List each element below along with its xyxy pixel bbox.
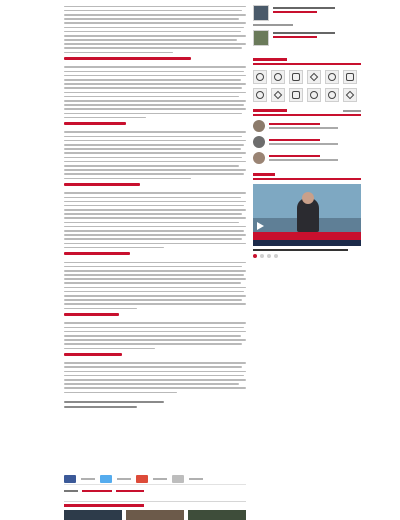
avatar — [253, 152, 265, 164]
author-headline — [269, 143, 338, 145]
pagination-dot[interactable] — [267, 254, 271, 258]
twitter-icon[interactable] — [100, 475, 112, 483]
zodiac-sign-icon[interactable] — [343, 70, 357, 84]
zodiac-sign-icon[interactable] — [271, 70, 285, 84]
section-heading — [64, 183, 140, 186]
zodiac-sign-icon[interactable] — [325, 70, 339, 84]
related-articles — [64, 510, 246, 520]
related-article-thumbnail[interactable] — [64, 510, 122, 520]
zodiac-sign-icon[interactable] — [271, 88, 285, 102]
video-player[interactable] — [253, 184, 361, 246]
avatar — [253, 136, 265, 148]
zodiac-sign-icon[interactable] — [343, 88, 357, 102]
related-article-thumbnail[interactable] — [126, 510, 184, 520]
article-section — [64, 353, 246, 393]
author-name — [269, 155, 320, 157]
facebook-share-label — [81, 478, 95, 480]
astrology-header — [253, 57, 361, 65]
authors-title — [253, 109, 287, 112]
article-section — [64, 252, 246, 309]
zodiac-sign-icon[interactable] — [307, 70, 321, 84]
astrology-widget — [253, 57, 361, 102]
author-item[interactable] — [253, 120, 361, 132]
all-authors-link[interactable] — [343, 110, 361, 112]
news-title — [273, 7, 335, 9]
article-section — [64, 57, 246, 118]
facebook-icon[interactable] — [64, 475, 76, 483]
section-heading — [64, 57, 191, 60]
sidebar-news-list — [253, 2, 361, 46]
astrology-title — [253, 58, 287, 61]
news-date — [273, 11, 317, 13]
zodiac-grid — [253, 70, 361, 102]
zodiac-sign-icon[interactable] — [289, 88, 303, 102]
webtv-header — [253, 172, 361, 180]
webtv-title — [253, 173, 275, 176]
section-heading — [64, 252, 130, 255]
author-headline — [269, 159, 338, 161]
author-item[interactable] — [253, 136, 361, 148]
play-icon[interactable] — [257, 222, 264, 230]
author-name — [269, 123, 320, 125]
avatar — [253, 120, 265, 132]
article-section — [64, 313, 246, 349]
pagination-dot[interactable] — [253, 254, 257, 258]
article-paragraph — [64, 3, 246, 53]
zodiac-sign-icon[interactable] — [253, 70, 267, 84]
share-bar — [64, 473, 246, 485]
zodiac-sign-icon[interactable] — [307, 88, 321, 102]
zodiac-sign-icon[interactable] — [289, 70, 303, 84]
author-item[interactable] — [253, 152, 361, 164]
video-pagination — [253, 254, 361, 258]
webtv-widget — [253, 172, 361, 258]
author-credit — [64, 401, 246, 408]
article-section — [64, 122, 246, 179]
author-headline — [269, 127, 338, 129]
sidebar-news-item[interactable] — [253, 30, 361, 46]
pagination-dot[interactable] — [274, 254, 278, 258]
article-body — [64, 0, 246, 520]
sidebar — [253, 0, 361, 520]
section-heading — [64, 313, 119, 316]
video-caption[interactable] — [253, 249, 348, 251]
news-title — [273, 32, 335, 34]
related-article-thumbnail[interactable] — [188, 510, 246, 520]
pagination-dot[interactable] — [260, 254, 264, 258]
tag-link[interactable] — [82, 490, 112, 492]
section-heading — [64, 353, 122, 356]
zodiac-sign-icon[interactable] — [253, 88, 267, 102]
twitter-share-label — [117, 478, 131, 480]
print-icon[interactable] — [172, 475, 184, 483]
author-name — [269, 139, 320, 141]
authors-header — [253, 108, 361, 116]
sidebar-news-item[interactable] — [253, 5, 361, 21]
print-label — [189, 478, 203, 480]
section-heading — [64, 122, 126, 125]
related-title — [64, 504, 144, 507]
tags-row — [64, 488, 246, 494]
tags-label — [64, 490, 78, 492]
tag-link[interactable] — [116, 490, 144, 492]
google-share-label — [153, 478, 167, 480]
news-thumbnail — [253, 30, 269, 46]
article-section — [64, 183, 246, 248]
news-thumbnail — [253, 5, 269, 21]
google-plus-icon[interactable] — [136, 475, 148, 483]
news-date — [273, 36, 317, 38]
zodiac-sign-icon[interactable] — [325, 88, 339, 102]
sidebar-subheading — [253, 24, 293, 26]
authors-widget — [253, 108, 361, 164]
